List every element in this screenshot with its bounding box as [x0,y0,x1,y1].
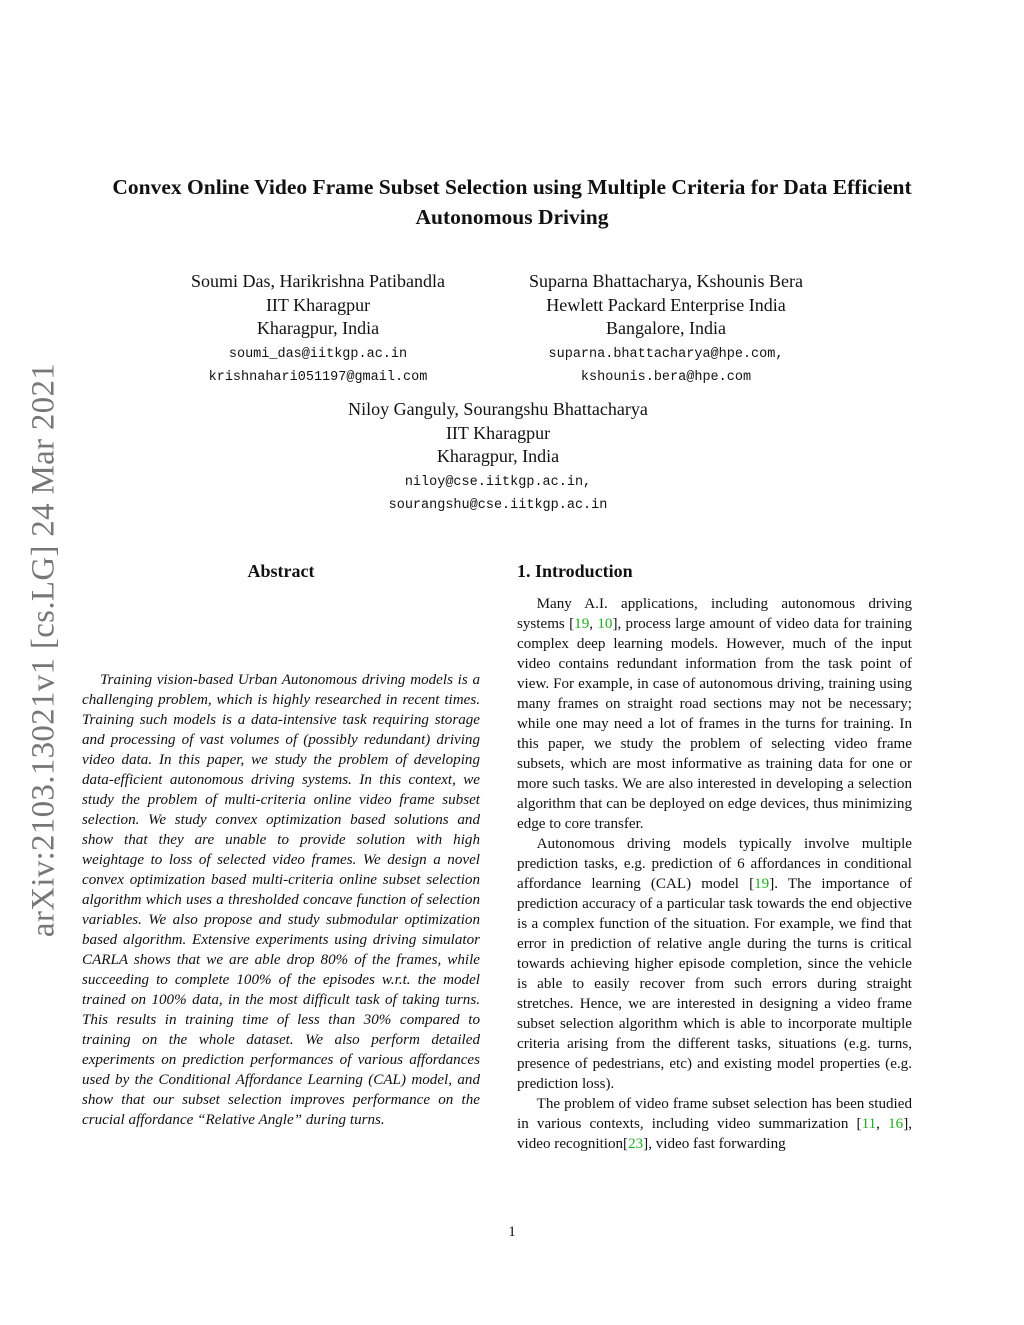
author-location: Bangalore, India [606,318,726,338]
author-affiliation: IIT Kharagpur [445,422,551,443]
author-email: soumi_das@iitkgp.ac.in [228,346,408,362]
author-names: Niloy Ganguly, Sourangshu Bhattacharya [348,399,648,419]
author-block-right [500,270,832,390]
author-email: krishnahari051197@gmail.com [208,370,428,385]
abstract-body [82,670,480,1130]
author-email: suparna.bhattacharya@hpe.com, [548,346,784,362]
introduction-heading: 1. Introduction [517,561,633,581]
arxiv-identifier-text: arXiv:2103.13021v1 [cs.LG] 24 Mar 2021 [25,362,62,938]
abstract-text: Training vision-based Urban Autonomous driving models is a challenging problem, which is highly researched in recent times. Training such models is a data-intensive task requiring storage and processing of vast volumes of (possibly redundant) driving video data. In this paper, we study the problem of developing data-efficient autonomous driving systems. In this context, we study the problem of multi-criteria online video frame subset selection. We study convex optimization based solutions and show that they are unable to provide solution with high weightage to loss of selected video frames. We design a novel convex optimization based multi-criteria online subset selection algorithm which uses a thresholded concave function of selection variables. We also propose and study submodular optimization based algorithm. Extensive experiments using driving simulator CARLA shows that we are able drop 80% of the frames, while succeeding to complete 100% of the episodes w.r.t. the model trained on 100% data, in the most difficult task of taking turns. This results in training time of less than 30% compared to training on the whole dataset. We also perform detailed experiments on prediction performances of various affordances used by the Conditional Affordance Learning (CAL) model, and show that our subset selection improves performance on the crucial affordance “Relative Angle” during turns. [82,672,480,1128]
intro-paragraph: Many A.I. applications, including autonomous driving systems [19, 10], process large amount of video data for training complex deep learning models. However, much of the input video contains redundant information from the task point of view. For example, in case of autonomous driving, training using many frames on straight road sections may not be necessary; while one may need a lot of frames in the turns for training. In this paper, we study the problem of selecting video frame subsets, which are most informative as training data for one or more such tasks. We are also interested in developing a selection algorithm that can be deployed on edge devices, thus minimizing edge to core transfer. [517,596,912,832]
abstract-heading: Abstract [247,561,315,581]
author-location: Kharagpur, India [436,446,560,466]
introduction-body [517,594,912,1154]
citation-link[interactable]: 16 [888,1116,904,1132]
citation-link[interactable]: 23 [628,1136,644,1152]
intro-paragraph: The problem of video frame subset selection has been studied in various contexts, including video summarization [11, 16], video recognition[23], video fast forwarding [517,1096,912,1152]
citation-link[interactable]: 19 [754,876,770,892]
author-block-left [168,270,468,390]
author-email: kshounis.bera@hpe.com [580,370,752,385]
author-names: Soumi Das, Harikrishna Patibandla [191,271,445,291]
paper-title: Convex Online Video Frame Subset Selection using Multiple Criteria for Data Efficient Autonomous Driving [112,175,912,229]
page-number: 1 [508,1224,516,1240]
author-affiliation: IIT Kharagpur [265,294,371,315]
arxiv-identifier [14,355,74,945]
author-affiliation: Hewlett Packard Enterprise India [546,294,786,315]
author-names: Suparna Bhattacharya, Kshounis Bera [529,271,803,291]
author-block-middle [300,398,696,518]
author-email: sourangshu@cse.iitkgp.ac.in [388,498,608,513]
citation-link[interactable]: 11 [861,1116,877,1132]
citation-link[interactable]: 19 [574,616,590,632]
citation-link[interactable]: 10 [597,616,613,632]
intro-paragraph: Autonomous driving models typically involve multiple prediction tasks, e.g. prediction of 6 affordances in conditional affordance learning (CAL) model [19]. The importance of prediction accuracy of a particular task towards the end objective is a complex function of the situation. For example, we find that error in prediction of relative angle during the turns is critical towards achieving higher episode completion, since the vehicle is able to easily recover from such errors during straight stretches. Hence, we are interested in designing a video frame subset selection algorithm which is able to incorporate multiple criteria arising from the different tasks, situations (e.g. turns, presence of pedestrians, etc) and existing model properties (e.g. prediction loss). [517,836,912,1092]
author-email: niloy@cse.iitkgp.ac.in, [404,474,592,490]
author-location: Kharagpur, India [256,318,380,338]
